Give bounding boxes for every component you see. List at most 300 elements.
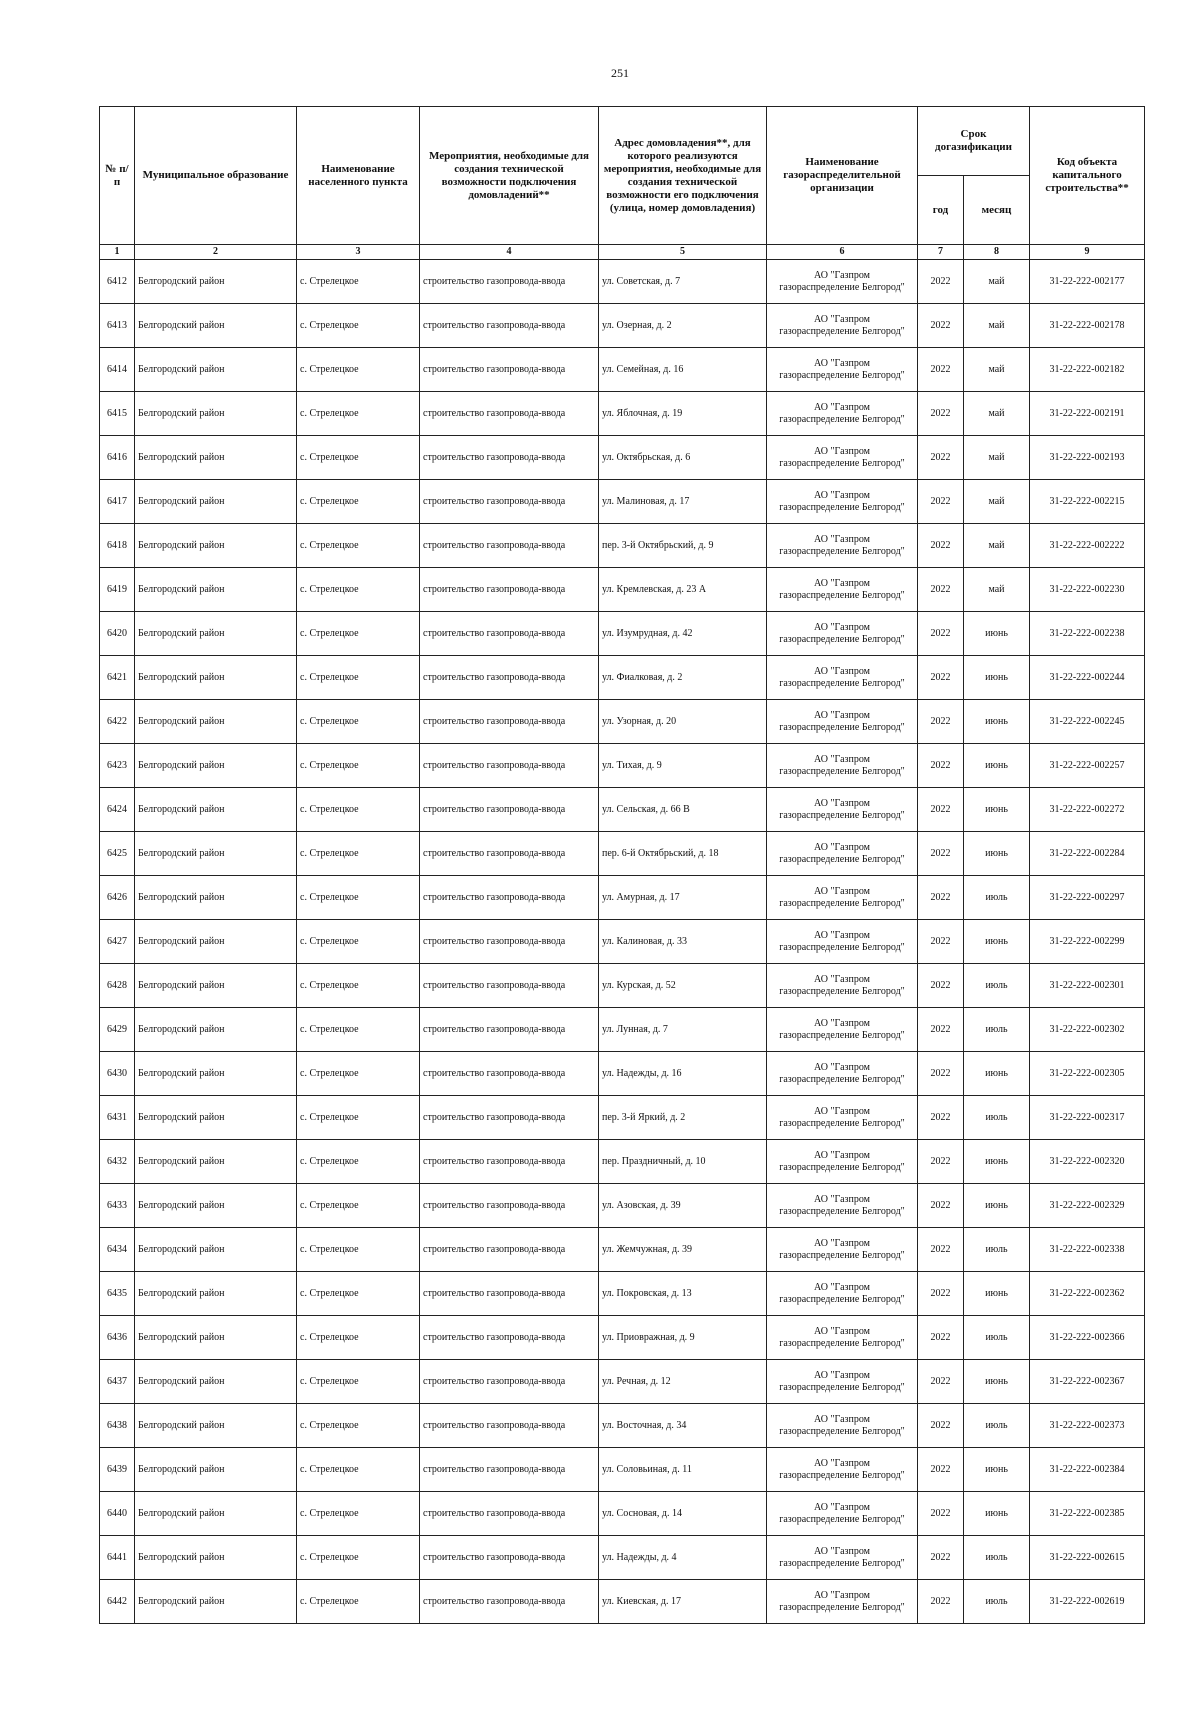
organization-line-2: газораспределение Белгород": [779, 1557, 905, 1569]
month-cell: июнь: [964, 1492, 1030, 1536]
organization-line-2: газораспределение Белгород": [779, 721, 905, 733]
row-number: 6425: [100, 832, 135, 876]
table-row: [100, 524, 1145, 568]
row-number: 6415: [100, 392, 135, 436]
object-code-cell: 31-22-222-002367: [1030, 1360, 1145, 1404]
locality-cell: с. Стрелецкое: [297, 1052, 420, 1096]
column-number: 6: [767, 245, 918, 260]
address-cell: пер. 3-й Яркий, д. 2: [599, 1096, 767, 1140]
organization-line-1: АО "Газпром: [814, 1149, 870, 1161]
object-code-cell: 31-22-222-002244: [1030, 656, 1145, 700]
month-cell: июнь: [964, 1272, 1030, 1316]
organization-line-1: АО "Газпром: [814, 1017, 870, 1029]
organization-line-1: АО "Газпром: [814, 489, 870, 501]
object-code-cell: 31-22-222-002299: [1030, 920, 1145, 964]
activity-cell: строительство газопровода-ввода: [420, 656, 599, 700]
table-row: [100, 1228, 1145, 1272]
header-organization: Наименование газораспределительной организации: [767, 107, 918, 245]
year-cell: 2022: [918, 876, 964, 920]
row-number: 6439: [100, 1448, 135, 1492]
year-cell: 2022: [918, 1052, 964, 1096]
year-cell: 2022: [918, 1448, 964, 1492]
address-cell: ул. Советская, д. 7: [599, 260, 767, 304]
organization-line-1: АО "Газпром: [814, 885, 870, 897]
object-code-cell: 31-22-222-002320: [1030, 1140, 1145, 1184]
row-number: 6435: [100, 1272, 135, 1316]
municipality-cell: Белгородский район: [135, 1272, 297, 1316]
address-cell: ул. Азовская, д. 39: [599, 1184, 767, 1228]
month-cell: июнь: [964, 832, 1030, 876]
activity-cell: строительство газопровода-ввода: [420, 964, 599, 1008]
object-code-cell: 31-22-222-002215: [1030, 480, 1145, 524]
organization-cell: [767, 1052, 918, 1096]
object-code-cell: 31-22-222-002305: [1030, 1052, 1145, 1096]
year-cell: 2022: [918, 612, 964, 656]
activity-cell: строительство газопровода-ввода: [420, 1580, 599, 1624]
year-cell: 2022: [918, 348, 964, 392]
organization-cell: [767, 612, 918, 656]
address-cell: ул. Изумрудная, д. 42: [599, 612, 767, 656]
organization-line-2: газораспределение Белгород": [779, 1601, 905, 1613]
municipality-cell: Белгородский район: [135, 392, 297, 436]
organization-line-2: газораспределение Белгород": [779, 1469, 905, 1481]
row-number: 6426: [100, 876, 135, 920]
gasification-table: [99, 106, 1145, 1624]
organization-line-1: АО "Газпром: [814, 1105, 870, 1117]
activity-cell: строительство газопровода-ввода: [420, 1492, 599, 1536]
address-cell: ул. Амурная, д. 17: [599, 876, 767, 920]
organization-cell: [767, 920, 918, 964]
year-cell: 2022: [918, 1360, 964, 1404]
activity-cell: строительство газопровода-ввода: [420, 568, 599, 612]
activity-cell: строительство газопровода-ввода: [420, 260, 599, 304]
activity-cell: строительство газопровода-ввода: [420, 1360, 599, 1404]
organization-line-2: газораспределение Белгород": [779, 941, 905, 953]
organization-line-1: АО "Газпром: [814, 1457, 870, 1469]
organization-line-2: газораспределение Белгород": [779, 1205, 905, 1217]
organization-cell: [767, 480, 918, 524]
table-row: [100, 744, 1145, 788]
locality-cell: с. Стрелецкое: [297, 1492, 420, 1536]
year-cell: 2022: [918, 656, 964, 700]
column-number: 4: [420, 245, 599, 260]
organization-line-1: АО "Газпром: [814, 1369, 870, 1381]
activity-cell: строительство газопровода-ввода: [420, 348, 599, 392]
address-cell: ул. Жемчужная, д. 39: [599, 1228, 767, 1272]
locality-cell: с. Стрелецкое: [297, 700, 420, 744]
municipality-cell: Белгородский район: [135, 348, 297, 392]
object-code-cell: 31-22-222-002385: [1030, 1492, 1145, 1536]
year-cell: 2022: [918, 788, 964, 832]
row-number: 6433: [100, 1184, 135, 1228]
address-cell: ул. Фиалковая, д. 2: [599, 656, 767, 700]
address-cell: ул. Яблочная, д. 19: [599, 392, 767, 436]
municipality-cell: Белгородский район: [135, 260, 297, 304]
activity-cell: строительство газопровода-ввода: [420, 1448, 599, 1492]
municipality-cell: Белгородский район: [135, 1052, 297, 1096]
organization-line-1: АО "Газпром: [814, 313, 870, 325]
object-code-cell: 31-22-222-002284: [1030, 832, 1145, 876]
address-cell: пер. 3-й Октябрьский, д. 9: [599, 524, 767, 568]
header-number: № п/п: [100, 107, 135, 245]
locality-cell: с. Стрелецкое: [297, 436, 420, 480]
organization-cell: [767, 1316, 918, 1360]
object-code-cell: 31-22-222-002222: [1030, 524, 1145, 568]
row-number: 6412: [100, 260, 135, 304]
organization-line-2: газораспределение Белгород": [779, 501, 905, 513]
object-code-cell: 31-22-222-002317: [1030, 1096, 1145, 1140]
object-code-cell: 31-22-222-002193: [1030, 436, 1145, 480]
header-locality: Наименование населенного пункта: [297, 107, 420, 245]
column-number: 8: [964, 245, 1030, 260]
municipality-cell: Белгородский район: [135, 1228, 297, 1272]
organization-line-2: газораспределение Белгород": [779, 765, 905, 777]
year-cell: 2022: [918, 1404, 964, 1448]
address-cell: ул. Кремлевская, д. 23 А: [599, 568, 767, 612]
year-cell: 2022: [918, 568, 964, 612]
organization-cell: [767, 524, 918, 568]
locality-cell: с. Стрелецкое: [297, 832, 420, 876]
organization-cell: [767, 304, 918, 348]
municipality-cell: Белгородский район: [135, 304, 297, 348]
locality-cell: с. Стрелецкое: [297, 1448, 420, 1492]
organization-line-1: АО "Газпром: [814, 1589, 870, 1601]
municipality-cell: Белгородский район: [135, 1008, 297, 1052]
month-cell: июнь: [964, 1360, 1030, 1404]
header-address: Адрес домовладения**, для которого реализуются мероприятия, необходимые для создания технической возможности его подключения (улица, номер домовладения): [599, 107, 767, 245]
organization-cell: [767, 832, 918, 876]
address-cell: ул. Надежды, д. 16: [599, 1052, 767, 1096]
locality-cell: с. Стрелецкое: [297, 1404, 420, 1448]
organization-cell: [767, 744, 918, 788]
organization-line-1: АО "Газпром: [814, 973, 870, 985]
object-code-cell: 31-22-222-002338: [1030, 1228, 1145, 1272]
organization-cell: [767, 1580, 918, 1624]
organization-cell: [767, 1096, 918, 1140]
table-row: [100, 1052, 1145, 1096]
organization-line-2: газораспределение Белгород": [779, 281, 905, 293]
locality-cell: с. Стрелецкое: [297, 1316, 420, 1360]
organization-cell: [767, 348, 918, 392]
organization-line-1: АО "Газпром: [814, 357, 870, 369]
locality-cell: с. Стрелецкое: [297, 1008, 420, 1052]
column-number: 7: [918, 245, 964, 260]
organization-line-2: газораспределение Белгород": [779, 1513, 905, 1525]
organization-line-2: газораспределение Белгород": [779, 1117, 905, 1129]
year-cell: 2022: [918, 392, 964, 436]
activity-cell: строительство газопровода-ввода: [420, 612, 599, 656]
object-code-cell: 31-22-222-002302: [1030, 1008, 1145, 1052]
locality-cell: с. Стрелецкое: [297, 1228, 420, 1272]
row-number: 6424: [100, 788, 135, 832]
table-row: [100, 1140, 1145, 1184]
municipality-cell: Белгородский район: [135, 1580, 297, 1624]
organization-line-2: газораспределение Белгород": [779, 1249, 905, 1261]
activity-cell: строительство газопровода-ввода: [420, 436, 599, 480]
organization-line-2: газораспределение Белгород": [779, 1381, 905, 1393]
organization-line-1: АО "Газпром: [814, 401, 870, 413]
address-cell: ул. Сосновая, д. 14: [599, 1492, 767, 1536]
municipality-cell: Белгородский район: [135, 436, 297, 480]
municipality-cell: Белгородский район: [135, 920, 297, 964]
month-cell: июнь: [964, 612, 1030, 656]
organization-line-1: АО "Газпром: [814, 1193, 870, 1205]
address-cell: пер. Праздничный, д. 10: [599, 1140, 767, 1184]
month-cell: июнь: [964, 920, 1030, 964]
month-cell: июнь: [964, 700, 1030, 744]
address-cell: ул. Соловьиная, д. 11: [599, 1448, 767, 1492]
organization-cell: [767, 1272, 918, 1316]
row-number: 6427: [100, 920, 135, 964]
object-code-cell: 31-22-222-002366: [1030, 1316, 1145, 1360]
month-cell: май: [964, 348, 1030, 392]
municipality-cell: Белгородский район: [135, 1184, 297, 1228]
organization-line-1: АО "Газпром: [814, 1545, 870, 1557]
activity-cell: строительство газопровода-ввода: [420, 1052, 599, 1096]
address-cell: ул. Озерная, д. 2: [599, 304, 767, 348]
row-number: 6434: [100, 1228, 135, 1272]
month-cell: май: [964, 568, 1030, 612]
row-number: 6413: [100, 304, 135, 348]
organization-cell: [767, 876, 918, 920]
locality-cell: с. Стрелецкое: [297, 348, 420, 392]
row-number: 6420: [100, 612, 135, 656]
organization-line-1: АО "Газпром: [814, 1237, 870, 1249]
year-cell: 2022: [918, 832, 964, 876]
object-code-cell: 31-22-222-002619: [1030, 1580, 1145, 1624]
organization-cell: [767, 568, 918, 612]
address-cell: ул. Лунная, д. 7: [599, 1008, 767, 1052]
object-code-cell: 31-22-222-002178: [1030, 304, 1145, 348]
address-cell: ул. Восточная, д. 34: [599, 1404, 767, 1448]
object-code-cell: 31-22-222-002615: [1030, 1536, 1145, 1580]
organization-line-2: газораспределение Белгород": [779, 809, 905, 821]
table-row: [100, 1096, 1145, 1140]
year-cell: 2022: [918, 1140, 964, 1184]
locality-cell: с. Стрелецкое: [297, 1096, 420, 1140]
locality-cell: с. Стрелецкое: [297, 1360, 420, 1404]
address-cell: ул. Малиновая, д. 17: [599, 480, 767, 524]
organization-cell: [767, 392, 918, 436]
month-cell: июнь: [964, 1052, 1030, 1096]
header-row: [100, 107, 1145, 176]
column-number: 9: [1030, 245, 1145, 260]
address-cell: ул. Киевская, д. 17: [599, 1580, 767, 1624]
row-number: 6417: [100, 480, 135, 524]
table-row: [100, 1360, 1145, 1404]
organization-line-2: газораспределение Белгород": [779, 1029, 905, 1041]
organization-cell: [767, 1360, 918, 1404]
month-cell: май: [964, 524, 1030, 568]
year-cell: 2022: [918, 1536, 964, 1580]
organization-line-1: АО "Газпром: [814, 577, 870, 589]
column-number: 2: [135, 245, 297, 260]
organization-cell: [767, 1228, 918, 1272]
object-code-cell: 31-22-222-002257: [1030, 744, 1145, 788]
organization-line-2: газораспределение Белгород": [779, 897, 905, 909]
header-object-code: Код объекта капитального строительства**: [1030, 107, 1145, 245]
month-cell: июль: [964, 1008, 1030, 1052]
year-cell: 2022: [918, 1008, 964, 1052]
locality-cell: с. Стрелецкое: [297, 304, 420, 348]
organization-line-1: АО "Газпром: [814, 1325, 870, 1337]
locality-cell: с. Стрелецкое: [297, 392, 420, 436]
organization-line-1: АО "Газпром: [814, 797, 870, 809]
address-cell: ул. Сельская, д. 66 В: [599, 788, 767, 832]
year-cell: 2022: [918, 1316, 964, 1360]
month-cell: июль: [964, 876, 1030, 920]
header-activity: Мероприятия, необходимые для создания технической возможности подключения домовладений**: [420, 107, 599, 245]
address-cell: ул. Речная, д. 12: [599, 1360, 767, 1404]
row-number: 6414: [100, 348, 135, 392]
municipality-cell: Белгородский район: [135, 1360, 297, 1404]
activity-cell: строительство газопровода-ввода: [420, 920, 599, 964]
row-number: 6430: [100, 1052, 135, 1096]
year-cell: 2022: [918, 480, 964, 524]
month-cell: июль: [964, 1096, 1030, 1140]
locality-cell: с. Стрелецкое: [297, 744, 420, 788]
locality-cell: с. Стрелецкое: [297, 524, 420, 568]
activity-cell: строительство газопровода-ввода: [420, 524, 599, 568]
table-row: [100, 832, 1145, 876]
activity-cell: строительство газопровода-ввода: [420, 700, 599, 744]
header-year: год: [918, 176, 964, 245]
activity-cell: строительство газопровода-ввода: [420, 1404, 599, 1448]
row-number: 6418: [100, 524, 135, 568]
organization-cell: [767, 1492, 918, 1536]
year-cell: 2022: [918, 524, 964, 568]
row-number: 6431: [100, 1096, 135, 1140]
page-number: 251: [611, 66, 629, 80]
month-cell: май: [964, 304, 1030, 348]
year-cell: 2022: [918, 744, 964, 788]
organization-line-2: газораспределение Белгород": [779, 677, 905, 689]
year-cell: 2022: [918, 304, 964, 348]
object-code-cell: 31-22-222-002301: [1030, 964, 1145, 1008]
month-cell: июль: [964, 1316, 1030, 1360]
locality-cell: с. Стрелецкое: [297, 1184, 420, 1228]
organization-line-2: газораспределение Белгород": [779, 325, 905, 337]
organization-line-1: АО "Газпром: [814, 445, 870, 457]
activity-cell: строительство газопровода-ввода: [420, 744, 599, 788]
activity-cell: строительство газопровода-ввода: [420, 1140, 599, 1184]
table-row: [100, 920, 1145, 964]
year-cell: 2022: [918, 700, 964, 744]
row-number: 6440: [100, 1492, 135, 1536]
activity-cell: строительство газопровода-ввода: [420, 1536, 599, 1580]
activity-cell: строительство газопровода-ввода: [420, 1184, 599, 1228]
activity-cell: строительство газопровода-ввода: [420, 832, 599, 876]
row-number: 6432: [100, 1140, 135, 1184]
address-cell: ул. Надежды, д. 4: [599, 1536, 767, 1580]
activity-cell: строительство газопровода-ввода: [420, 304, 599, 348]
row-number: 6436: [100, 1316, 135, 1360]
column-numbers-row: [100, 245, 1145, 260]
activity-cell: строительство газопровода-ввода: [420, 480, 599, 524]
row-number: 6437: [100, 1360, 135, 1404]
table-row: [100, 700, 1145, 744]
organization-line-1: АО "Газпром: [814, 709, 870, 721]
row-number: 6419: [100, 568, 135, 612]
year-cell: 2022: [918, 260, 964, 304]
row-number: 6441: [100, 1536, 135, 1580]
row-number: 6429: [100, 1008, 135, 1052]
organization-line-1: АО "Газпром: [814, 1501, 870, 1513]
month-cell: июль: [964, 1536, 1030, 1580]
municipality-cell: Белгородский район: [135, 744, 297, 788]
table-row: [100, 1184, 1145, 1228]
organization-line-1: АО "Газпром: [814, 269, 870, 281]
organization-line-1: АО "Газпром: [814, 1281, 870, 1293]
activity-cell: строительство газопровода-ввода: [420, 1228, 599, 1272]
address-cell: ул. Курская, д. 52: [599, 964, 767, 1008]
municipality-cell: Белгородский район: [135, 568, 297, 612]
month-cell: июнь: [964, 1448, 1030, 1492]
month-cell: май: [964, 260, 1030, 304]
header-municipality: Муниципальное образование: [135, 107, 297, 245]
column-number: 5: [599, 245, 767, 260]
year-cell: 2022: [918, 964, 964, 1008]
address-cell: ул. Семейная, д. 16: [599, 348, 767, 392]
activity-cell: строительство газопровода-ввода: [420, 392, 599, 436]
municipality-cell: Белгородский район: [135, 876, 297, 920]
table-row: [100, 1316, 1145, 1360]
activity-cell: строительство газопровода-ввода: [420, 788, 599, 832]
object-code-cell: 31-22-222-002238: [1030, 612, 1145, 656]
organization-line-2: газораспределение Белгород": [779, 1337, 905, 1349]
table-row: [100, 1008, 1145, 1052]
object-code-cell: 31-22-222-002177: [1030, 260, 1145, 304]
year-cell: 2022: [918, 1272, 964, 1316]
organization-line-2: газораспределение Белгород": [779, 633, 905, 645]
organization-line-2: газораспределение Белгород": [779, 589, 905, 601]
address-cell: ул. Тихая, д. 9: [599, 744, 767, 788]
object-code-cell: 31-22-222-002182: [1030, 348, 1145, 392]
object-code-cell: 31-22-222-002362: [1030, 1272, 1145, 1316]
column-number: 3: [297, 245, 420, 260]
municipality-cell: Белгородский район: [135, 1096, 297, 1140]
municipality-cell: Белгородский район: [135, 832, 297, 876]
month-cell: июнь: [964, 744, 1030, 788]
locality-cell: с. Стрелецкое: [297, 920, 420, 964]
address-cell: пер. 6-й Октябрьский, д. 18: [599, 832, 767, 876]
locality-cell: с. Стрелецкое: [297, 1140, 420, 1184]
organization-line-1: АО "Газпром: [814, 753, 870, 765]
organization-cell: [767, 260, 918, 304]
object-code-cell: 31-22-222-002373: [1030, 1404, 1145, 1448]
municipality-cell: Белгородский район: [135, 788, 297, 832]
organization-cell: [767, 436, 918, 480]
municipality-cell: Белгородский район: [135, 964, 297, 1008]
municipality-cell: Белгородский район: [135, 612, 297, 656]
organization-line-1: АО "Газпром: [814, 841, 870, 853]
row-number: 6423: [100, 744, 135, 788]
year-cell: 2022: [918, 1492, 964, 1536]
month-cell: июнь: [964, 788, 1030, 832]
table-row: [100, 788, 1145, 832]
address-cell: ул. Приовражная, д. 9: [599, 1316, 767, 1360]
locality-cell: с. Стрелецкое: [297, 656, 420, 700]
row-number: 6428: [100, 964, 135, 1008]
table-row: [100, 1580, 1145, 1624]
organization-line-2: газораспределение Белгород": [779, 545, 905, 557]
table-row: [100, 568, 1145, 612]
month-cell: май: [964, 392, 1030, 436]
row-number: 6422: [100, 700, 135, 744]
organization-cell: [767, 700, 918, 744]
table-body: [100, 260, 1145, 1624]
organization-line-1: АО "Газпром: [814, 1061, 870, 1073]
